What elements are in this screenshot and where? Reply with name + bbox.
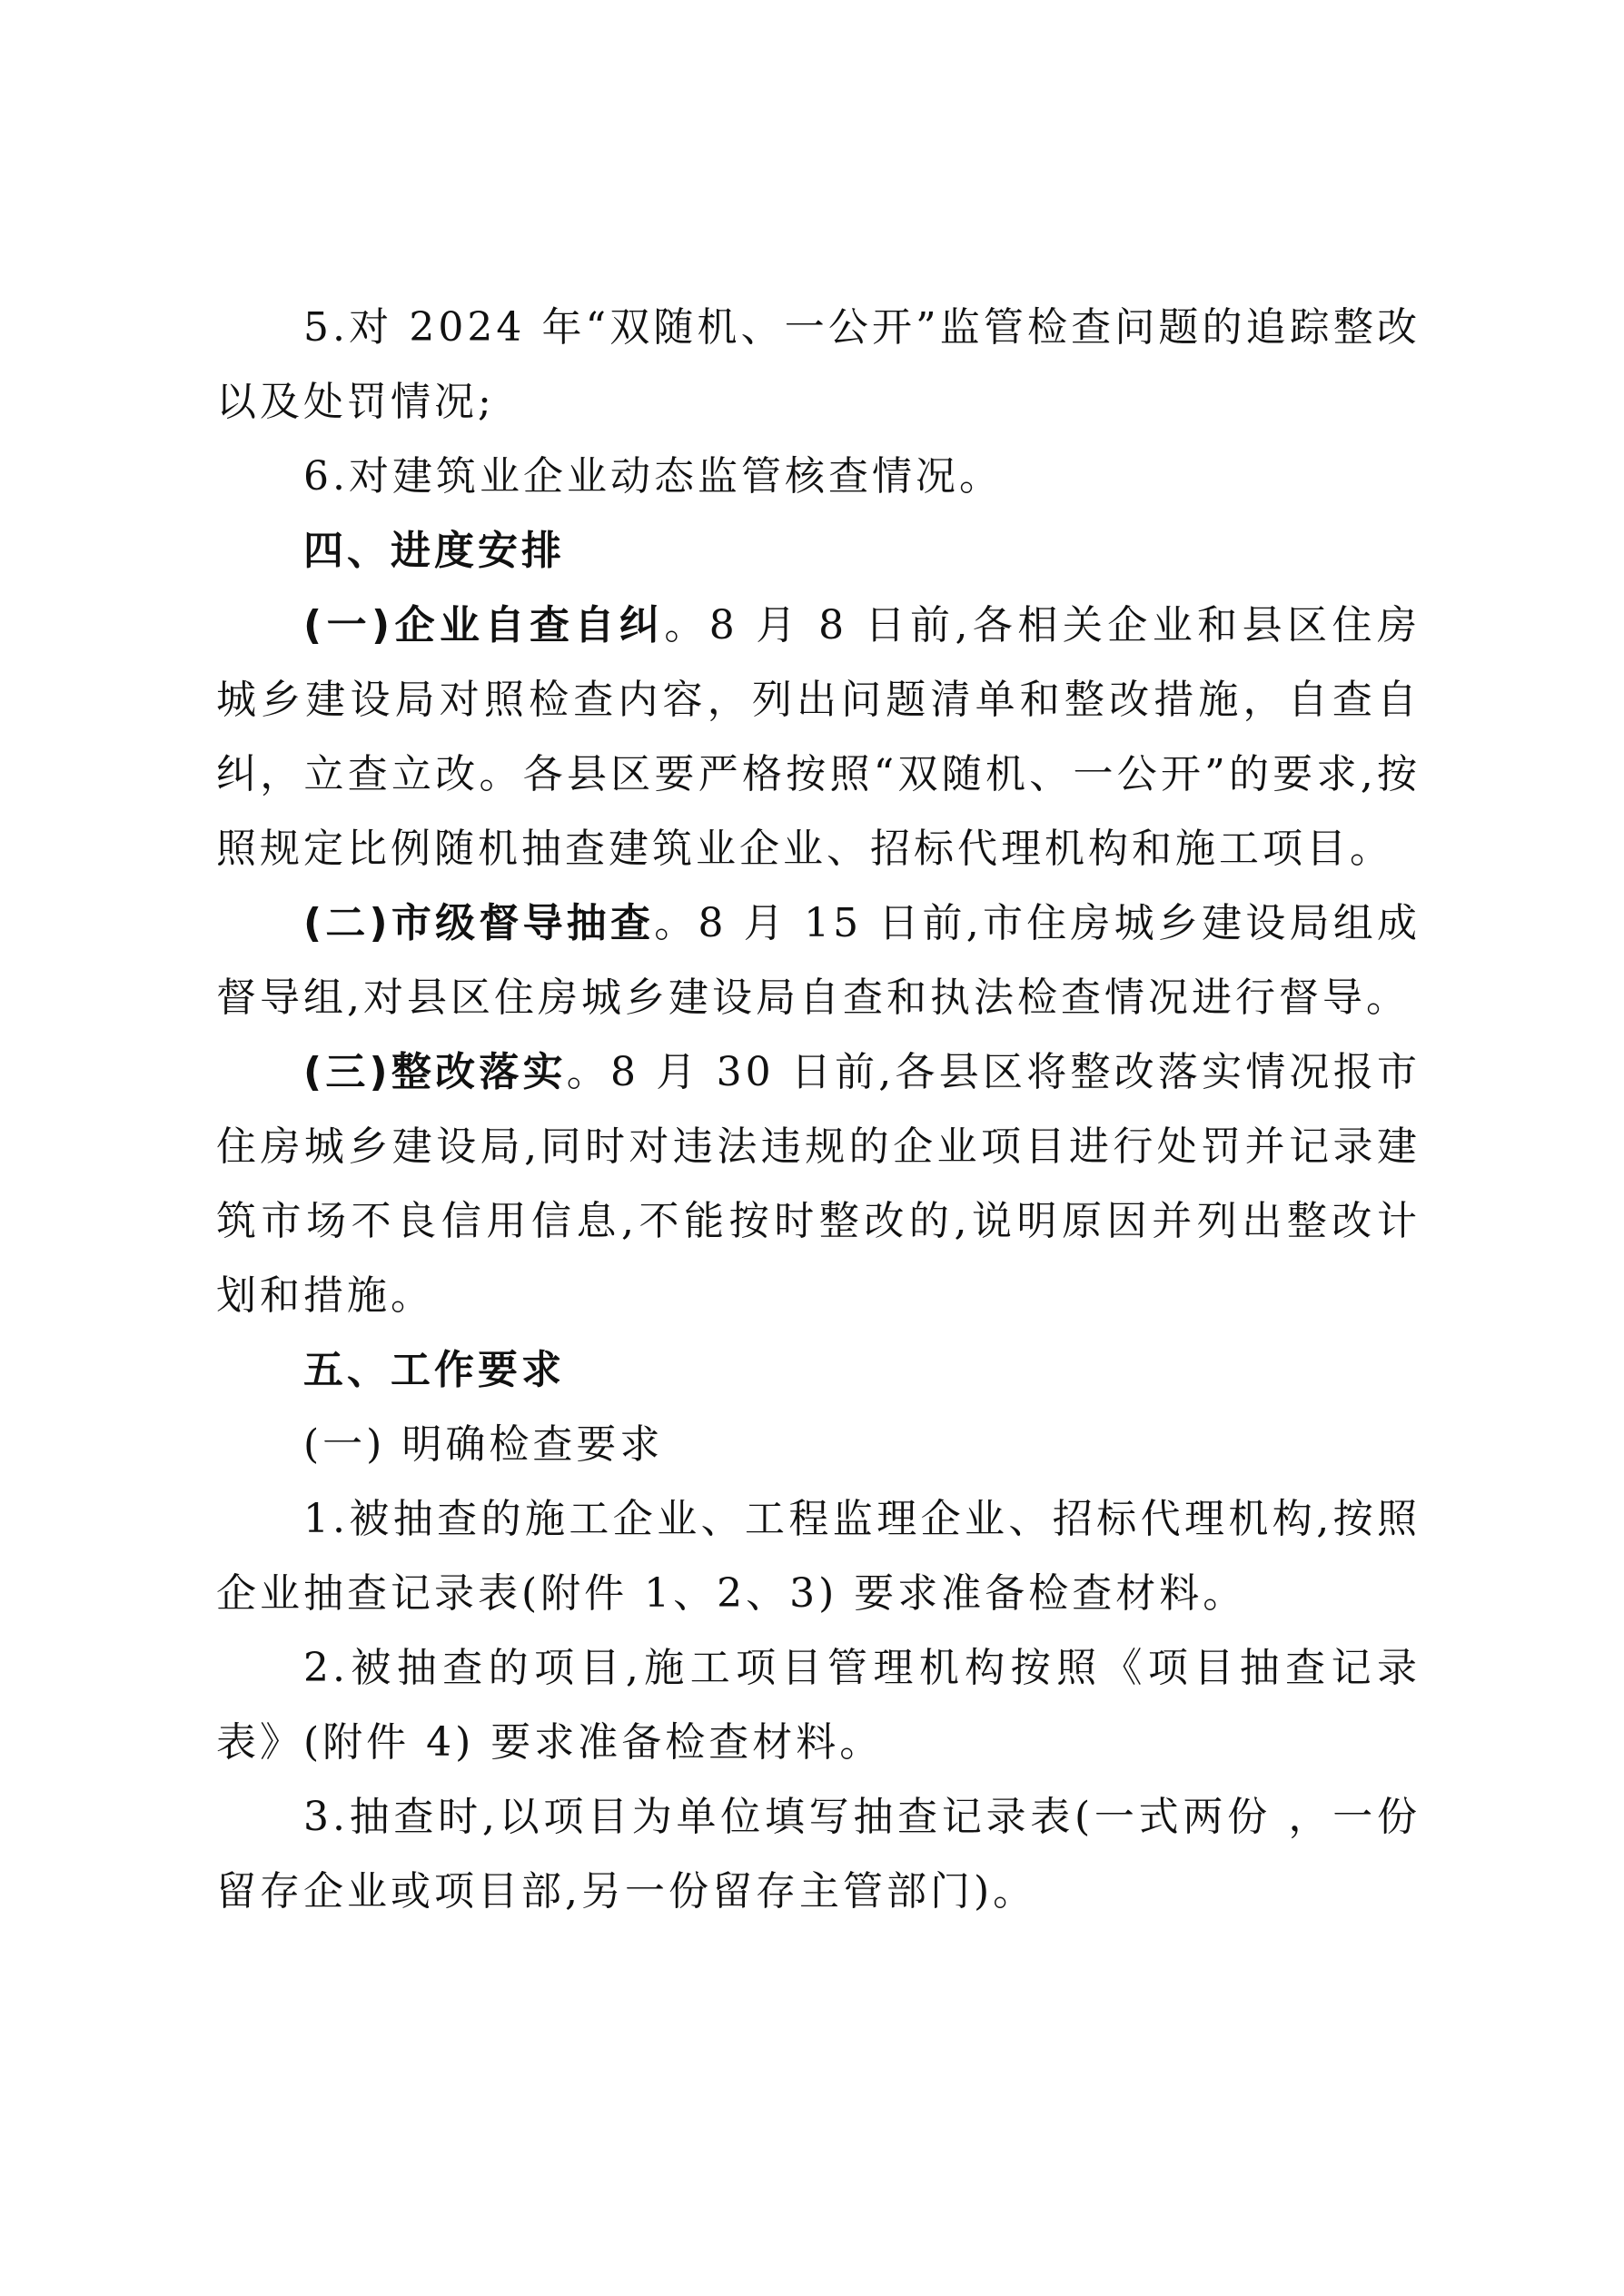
section-heading-schedule: 四、进度安排 xyxy=(303,528,565,574)
paragraph-item-3: 3.抽查时,以项目为单位填写抽查记录表(一式两份 ，一份留存企业或项目部,另一份留存主管部门)。 xyxy=(216,1794,1421,1915)
paragraph-lead: (一)企业自查自纠 xyxy=(303,602,665,648)
subheading-inspection-requirements: (一) 明确检查要求 xyxy=(303,1421,664,1468)
paragraph-self-inspection xyxy=(216,589,1421,886)
paragraph-text: 。8 月 8 日前,各相关企业和县区住房城乡建设局对照检查内容，列出问题清单和整改措施，自查自纠，立查立改。各县区要严格按照“双随机、一公开”的要求,按照规定比例随机抽查建筑业企业、招标代理机构和施工项目。 xyxy=(216,602,1421,872)
paragraph-lead: (二)市级督导抽查 xyxy=(303,900,655,946)
paragraph-item-1: 1.被抽查的施工企业、工程监理企业、招标代理机构,按照企业抽查记录表(附件 1、2、3) 要求准备检查材料。 xyxy=(216,1496,1421,1617)
paragraph-item-6: 6.对建筑业企业动态监管核查情况。 xyxy=(303,453,1003,500)
paragraph-rectification xyxy=(216,1035,1421,1333)
paragraph-city-supervision xyxy=(216,886,1421,1035)
paragraph-text: 。8 月 15 日前,市住房城乡建设局组成督导组,对县区住房城乡建设局自查和执法检查情况进行督导。 xyxy=(216,900,1421,1021)
document-body xyxy=(216,291,1421,1929)
paragraph-text: 。8 月 30 日前,各县区将整改落实情况报市住房城乡建设局,同时对违法违规的企业项目进行处罚并记录建筑市场不良信用信息,不能按时整改的,说明原因并列出整改计划和措施。 xyxy=(216,1049,1421,1319)
paragraph-item-2: 2.被抽查的项目,施工项目管理机构按照《项目抽查记录表》(附件 4) 要求准备检查材料。 xyxy=(216,1645,1421,1766)
section-heading-requirements: 五、工作要求 xyxy=(303,1347,565,1393)
paragraph-lead: (三)整改落实 xyxy=(303,1049,567,1095)
paragraph-item-5: 5.对 2024 年“双随机、一公开”监管检查问题的追踪整改以及处罚情况; xyxy=(216,304,1421,425)
